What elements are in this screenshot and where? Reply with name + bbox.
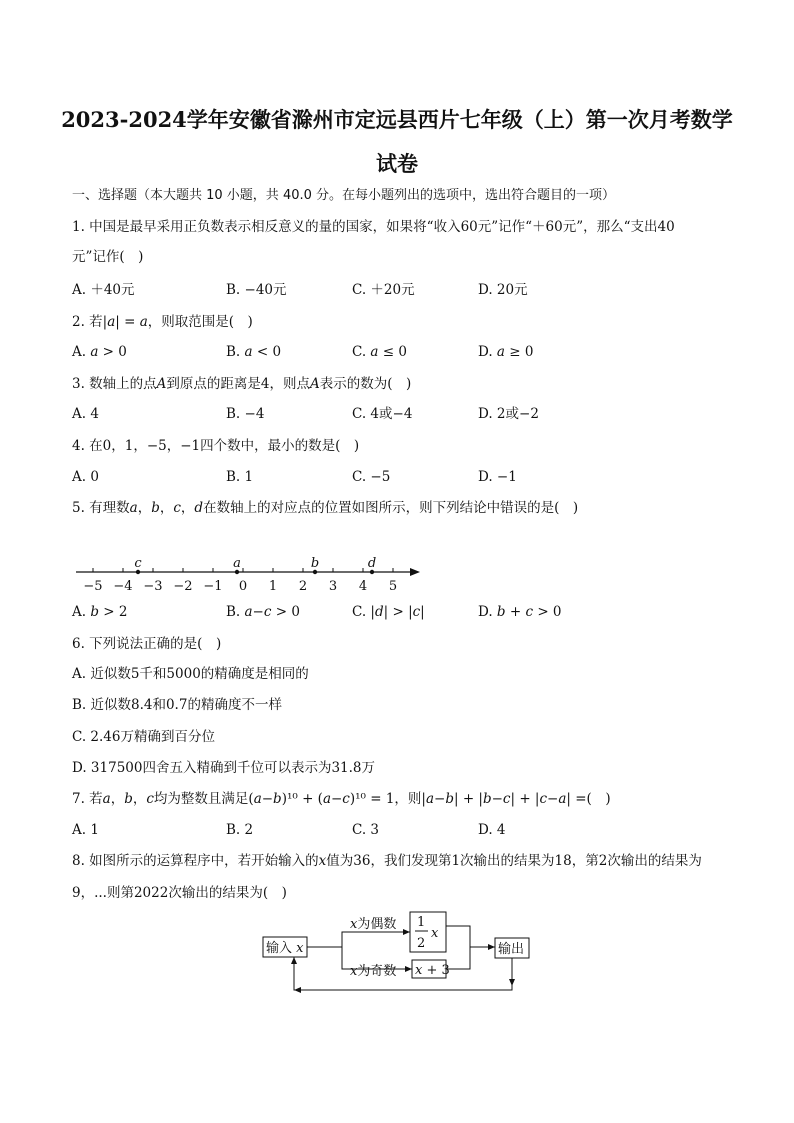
- option-b: B. 1: [226, 469, 254, 485]
- tick-label: 1: [268, 579, 278, 594]
- option-d: D. 20元: [478, 282, 528, 298]
- question-3-stem: 3. 数轴上的点𝐴到原点的距离是4，则点𝐴表示的数为( ): [72, 376, 412, 392]
- question-5-stem: 5. 有理数𝑎，𝑏，𝑐，𝑑在数轴上的对应点的位置如图所示，则下列结论中错误的是( ): [72, 500, 579, 516]
- option-a: A. 4: [72, 406, 99, 422]
- arrow-head: [488, 944, 495, 950]
- tick-label: −4: [113, 579, 133, 594]
- page-title: 2023-2024学年安徽省滁州市定远县西片七年级（上）第一次月考数学: [61, 107, 733, 132]
- question-4-stem: 4. 在0，1，−5，−1四个数中，最小的数是( ): [72, 438, 360, 454]
- arrow-head: [405, 966, 412, 972]
- point-label: 𝑑: [367, 556, 377, 571]
- question-6-stem: 6. 下列说法正确的是( ): [72, 636, 222, 652]
- flowchart-figure: [260, 906, 560, 996]
- option-a: A. ＋40元: [72, 282, 135, 298]
- half-box: [410, 912, 446, 952]
- option-a: A. 近似数5千和5000的精确度是相同的: [72, 666, 309, 682]
- arrow-head: [294, 987, 301, 993]
- tick-label: 4: [358, 579, 368, 594]
- option-a: A. 0: [72, 469, 99, 485]
- option-d: D. 4: [478, 822, 506, 838]
- option-c: C. 2.46万精确到百分位: [72, 729, 215, 745]
- section-heading: 一、选择题（本大题共 10 小题，共 40.0 分。在每小题列出的选项中，选出符合题目的一项）: [72, 188, 616, 203]
- option-c: C. |𝑑| > |𝑐|: [352, 604, 425, 620]
- option-a: A. 1: [72, 822, 99, 838]
- loop-path: [294, 957, 512, 990]
- tick-label: −2: [173, 579, 193, 594]
- tick-label: −3: [143, 579, 163, 594]
- question-8-stem: 8. 如图所示的运算程序中，若开始输入的𝑥值为36，我们发现第1次输出的结果为18，第2次输出的结果为: [72, 853, 702, 869]
- option-d: D. 𝑎 ≥ 0: [478, 344, 534, 360]
- page-title-cont: 试卷: [376, 151, 418, 176]
- option-c: C. 4或−4: [352, 406, 413, 422]
- option-b: B. 近似数8.4和0.7的精确度不一样: [72, 697, 282, 713]
- option-a: A. 𝑎 > 0: [72, 344, 127, 360]
- plus3-label: 𝑥 + 3: [415, 963, 450, 978]
- option-d: D. −1: [478, 469, 517, 485]
- even-path: [307, 932, 410, 947]
- number-line-arrow: [410, 568, 420, 576]
- point-label: 𝑏: [310, 556, 320, 571]
- option-b: B. −4: [226, 406, 265, 422]
- question-1-stem: 1. 中国是最早采用正负数表示相反意义的量的国家，如果将“收入60元”记作“＋60元”，那么“支出40: [72, 219, 675, 235]
- tick-label: −5: [83, 579, 103, 594]
- tick-label: 2: [298, 579, 308, 594]
- question-7-stem: 7. 若𝑎，𝑏，𝑐均为整数且满足(𝑎−𝑏)¹⁰ + (𝑎−𝑐)¹⁰ = 1，则|𝑎−𝑏| + |𝑏−𝑐| + |𝑐−𝑎| =( ): [72, 791, 611, 807]
- even-label: 𝑥为偶数: [350, 917, 397, 932]
- half-denominator: 2: [417, 936, 426, 951]
- input-label: 输入 𝑥: [266, 941, 304, 956]
- tick-label: 5: [388, 579, 398, 594]
- option-d: D. 2或−2: [478, 406, 539, 422]
- point-label: 𝑎: [233, 556, 241, 571]
- tick-label: −1: [203, 579, 223, 594]
- option-b: B. 𝑎 < 0: [226, 344, 282, 360]
- option-c: C. ＋20元: [352, 282, 415, 298]
- number-line-figure: [72, 552, 432, 602]
- half-numerator: 1: [417, 915, 426, 930]
- option-a: A. 𝑏 > 2: [72, 604, 128, 620]
- arrow-head: [509, 979, 515, 986]
- odd-label: 𝑥为奇数: [350, 964, 397, 979]
- option-d: D. 317500四舍五入精确到千位可以表示为31.8万: [72, 760, 376, 776]
- question-1-stem-cont: 元”记作( ): [72, 249, 144, 265]
- half-variable: 𝑥: [431, 926, 439, 941]
- option-d: D. 𝑏 + 𝑐 > 0: [478, 604, 562, 620]
- option-b: B. 2: [226, 822, 254, 838]
- question-2-stem: 2. 若|𝑎| = 𝑎，则取范围是( ): [72, 314, 253, 330]
- question-8-stem-cont: 9，...则第2022次输出的结果为( ): [72, 885, 287, 901]
- option-c: C. 3: [352, 822, 380, 838]
- option-b: B. 𝑎−𝑐 > 0: [226, 604, 300, 620]
- option-c: C. 𝑎 ≤ 0: [352, 344, 407, 360]
- option-b: B. −40元: [226, 282, 287, 298]
- tick-label: 0: [238, 579, 248, 594]
- arrow-head: [403, 929, 410, 935]
- option-c: C. −5: [352, 469, 391, 485]
- point-label: 𝑐: [134, 556, 142, 571]
- arrow-head: [291, 957, 297, 964]
- output-label: 输出: [498, 942, 525, 957]
- tick-label: 3: [328, 579, 338, 594]
